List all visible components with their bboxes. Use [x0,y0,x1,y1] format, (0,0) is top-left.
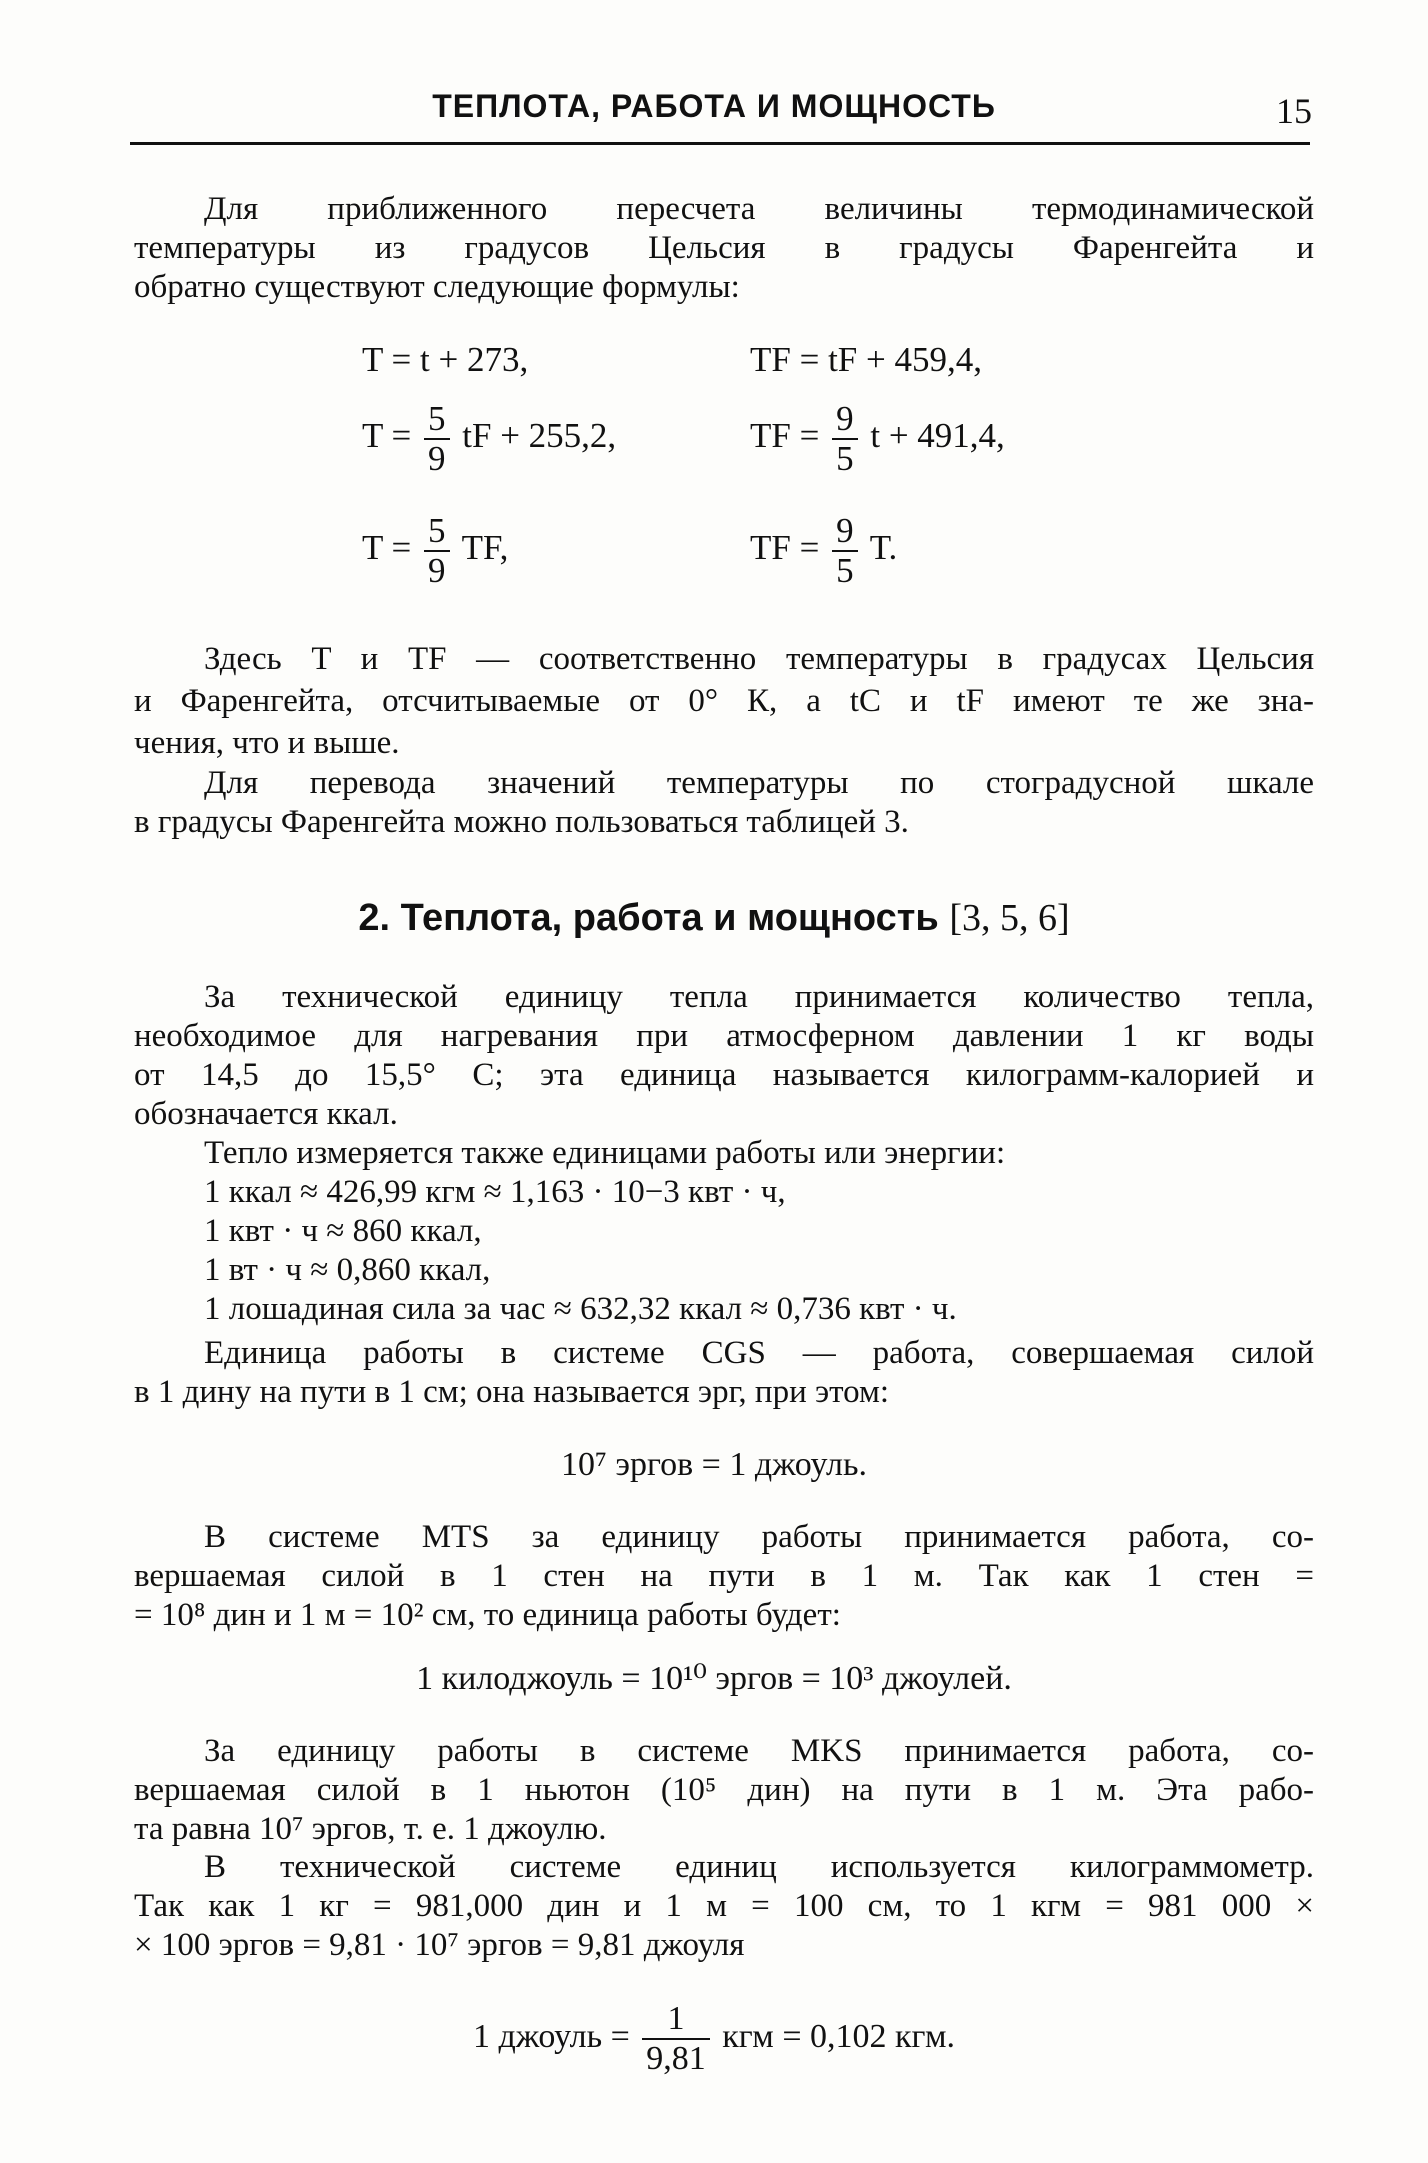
denominator: 9 [424,550,450,590]
text-line: обратно существуют следующие формулы: [134,269,740,305]
text-line: Единица работы в системе CGS — работа, совершаемая силой [204,1335,1314,1371]
text-line: Для приближенного пересчета величины термодинамической [204,191,1314,227]
text-line: необходимое для нагревания при атмосферном давлении 1 кг воды [134,1018,1314,1054]
equation-text: кгм = 0,102 кгм. [722,2017,956,2055]
section-references: [3, 5, 6] [949,897,1070,939]
text-line: Здесь T и TF — соответственно температуры в градусах Цельсия [204,641,1314,677]
text-line: и Фаренгейта, отсчитываемые от 0° К, а tC и tF имеют те же зна- [134,683,1314,719]
mts-equation: 1 килоджоуль = 10¹⁰ эргов = 10³ джоулей. [416,1660,1012,1697]
numerator: 9 [836,399,854,438]
text-line: чения, что и выше. [134,725,400,761]
formula-text: TF, [461,528,509,568]
energy-unit-item: 1 ккал ≈ 426,99 кгм ≈ 1,163 · 10−3 квт · ч, [204,1174,786,1210]
text-line: вершаемая силой в 1 стен на пути в 1 м. Так как 1 стен = [134,1558,1314,1594]
numerator: 1 [667,2000,685,2037]
text-line: температуры из градусов Цельсия в градусы Фаренгейта и [134,230,1314,266]
fraction [832,512,858,590]
formula-2-right [750,400,1005,478]
text-line: Для перевода значений температуры по стоградусной шкале [204,765,1314,801]
denominator: 5 [832,438,858,478]
text-line: та равна 10⁷ эргов, т. е. 1 джоулю. [134,1811,607,1847]
formula-text: tF + 255,2, [462,416,617,456]
formula-text: T = [362,416,412,456]
text-line: В технической системе единиц используется килограммометр. [204,1849,1314,1885]
formula-text: t + 491,4, [870,416,1005,456]
formula-2-left [362,400,616,478]
formula-3-right [750,512,897,590]
text-line: За единицу работы в системе MKS принимается работа, со- [204,1733,1314,1769]
cgs-paragraph [134,1334,1314,1412]
energy-unit-item: 1 вт · ч ≈ 0,860 ккал, [204,1252,491,1288]
mts-paragraph [134,1518,1314,1635]
text-line: обозначается ккал. [134,1096,398,1132]
text-line: За технической единицу тепла принимается количество тепла, [204,979,1314,1015]
numerator: 5 [428,399,446,438]
header-rule [130,142,1310,145]
technical-equation [0,2000,1428,2078]
cgs-equation: 10⁷ эргов = 1 джоуль. [561,1446,867,1483]
formula-text: T. [869,528,898,568]
numerator: 9 [836,511,854,550]
denominator: 9 [424,438,450,478]
text-line: = 10⁸ дин и 1 м = 10² см, то единица работы будет: [134,1597,841,1633]
energy-unit-item: 1 лошадиная сила за час ≈ 632,32 ккал ≈ 0,736 квт · ч. [204,1291,957,1327]
formula-3-left [362,512,508,590]
fraction [424,400,450,478]
text-line: Так как 1 кг = 981,000 дин и 1 м = 100 см, то 1 кгм = 981 000 × [134,1888,1314,1924]
text-line: в 1 дину на пути в 1 см; она называется эрг, при этом: [134,1374,890,1410]
formula-text: TF = [750,528,820,568]
section-heading [0,896,1428,940]
energy-unit-item: 1 квт · ч ≈ 860 ккал, [204,1213,482,1249]
formula-text: T = [362,528,412,568]
energy-units-block [134,1134,1314,1329]
running-header-title: ТЕПЛОТА, РАБОТА И МОЩНОСТЬ [432,88,996,124]
formula-1-left: T = t + 273, [362,340,529,379]
heat-unit-paragraph [134,978,1314,1134]
denominator: 9,81 [642,2038,710,2078]
page-number: 15 [1276,91,1312,131]
intro-paragraph [134,190,1314,307]
section-title: 2. Теплота, работа и мощность [358,897,939,939]
conversion-note-paragraph [134,764,1314,842]
mks-paragraph [134,1732,1314,1849]
fraction [832,400,858,478]
text-line: в градусы Фаренгейта можно пользоваться таблицей 3. [134,804,909,840]
text-line: Тепло измеряется также единицами работы или энергии: [204,1135,1006,1171]
formula-text: TF = [750,416,820,456]
text-line: вершаемая силой в 1 ньютон (10⁵ дин) на пути в 1 м. Эта рабо- [134,1772,1314,1808]
explanation-paragraph [134,638,1314,764]
numerator: 5 [428,511,446,550]
text-line: от 14,5 до 15,5° С; эта единица называется килограмм-калорией и [134,1057,1314,1093]
denominator: 5 [832,550,858,590]
technical-paragraph [134,1848,1314,1965]
formula-1-right: TF = tF + 459,4, [750,340,983,379]
fraction [642,2000,710,2078]
text-line: × 100 эргов = 9,81 · 10⁷ эргов = 9,81 джоуля [134,1927,745,1963]
text-line: В системе MTS за единицу работы принимается работа, со- [204,1519,1314,1555]
equation-text: 1 джоуль = [472,2017,630,2055]
fraction [424,512,450,590]
